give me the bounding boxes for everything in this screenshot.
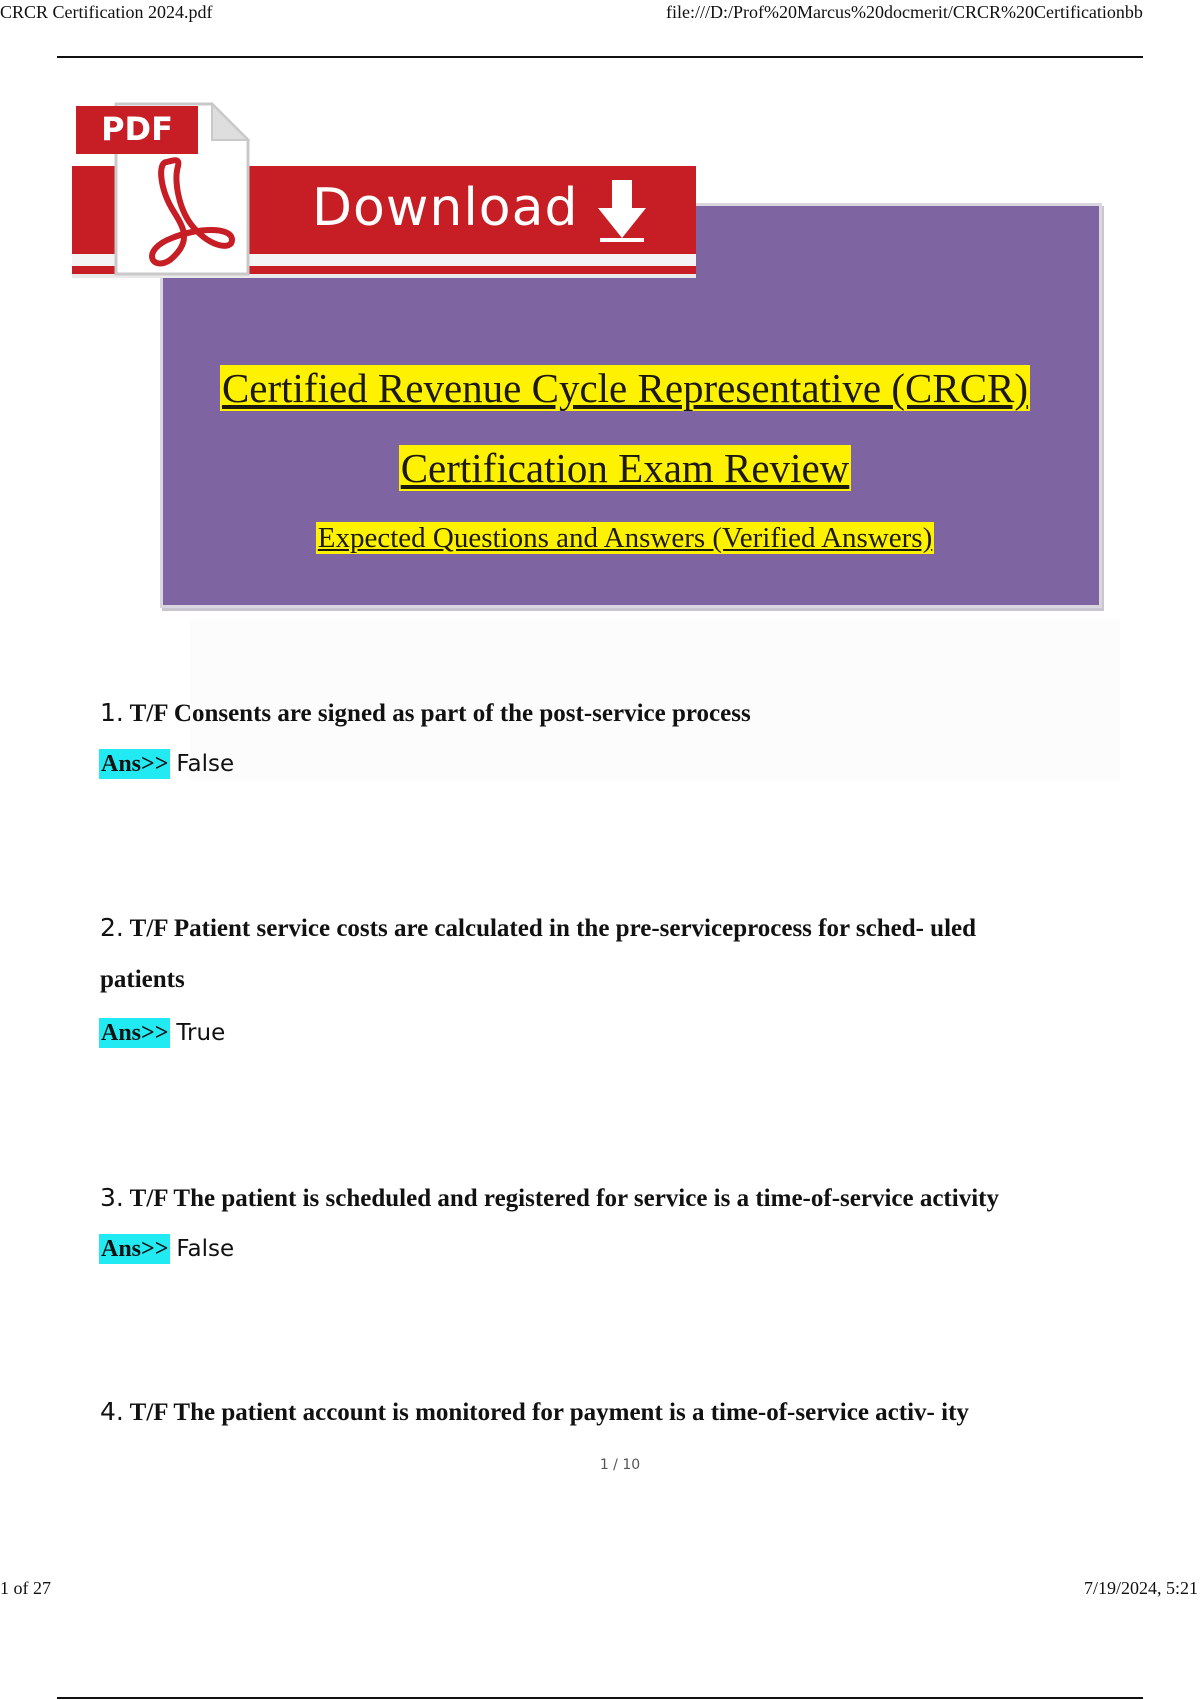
answer-tag: Ans>> bbox=[101, 1020, 169, 1046]
question-3: 3. T/F The patient is scheduled and registered for service is a time-of-service activity bbox=[100, 1183, 999, 1212]
download-arrow-icon bbox=[596, 180, 648, 242]
answer-3: Ans>> False bbox=[101, 1236, 235, 1262]
subtitle: Expected Questions and Answers (Verified Answers) bbox=[317, 522, 933, 554]
footer-divider bbox=[57, 1697, 1143, 1699]
file-url: file:///D:/Prof%20Marcus%20docmerit/CRCR%20Certificationbb bbox=[666, 2, 1143, 22]
download-label: Download bbox=[312, 178, 579, 238]
title-line-2: Certification Exam Review bbox=[400, 445, 850, 491]
question-1: 1. T/F Consents are signed as part of the post-service process bbox=[100, 698, 751, 727]
print-datetime: 7/19/2024, 5:21 bbox=[1083, 1578, 1198, 1598]
page-counter: 1 of 27 bbox=[0, 1578, 51, 1598]
inner-page-number: 1 / 10 bbox=[599, 1457, 641, 1473]
answer-2: Ans>> True bbox=[101, 1020, 226, 1046]
pdf-label: PDF bbox=[101, 110, 173, 148]
title-line-1: Certified Revenue Cycle Representative (CRCR) bbox=[221, 365, 1029, 411]
question-4: 4. T/F The patient account is monitored for payment is a time-of-service activ- ity bbox=[100, 1397, 969, 1426]
answer-tag: Ans>> bbox=[101, 1236, 169, 1262]
answer-tag: Ans>> bbox=[101, 751, 169, 777]
question-2-continued: patients bbox=[100, 966, 185, 993]
document-title: CRCR Certification 2024.pdf bbox=[0, 2, 213, 22]
header-divider bbox=[57, 56, 1143, 58]
question-2: 2. T/F Patient service costs are calculated in the pre-serviceprocess for sched- uled bbox=[100, 913, 977, 942]
answer-1: Ans>> False bbox=[101, 751, 235, 777]
